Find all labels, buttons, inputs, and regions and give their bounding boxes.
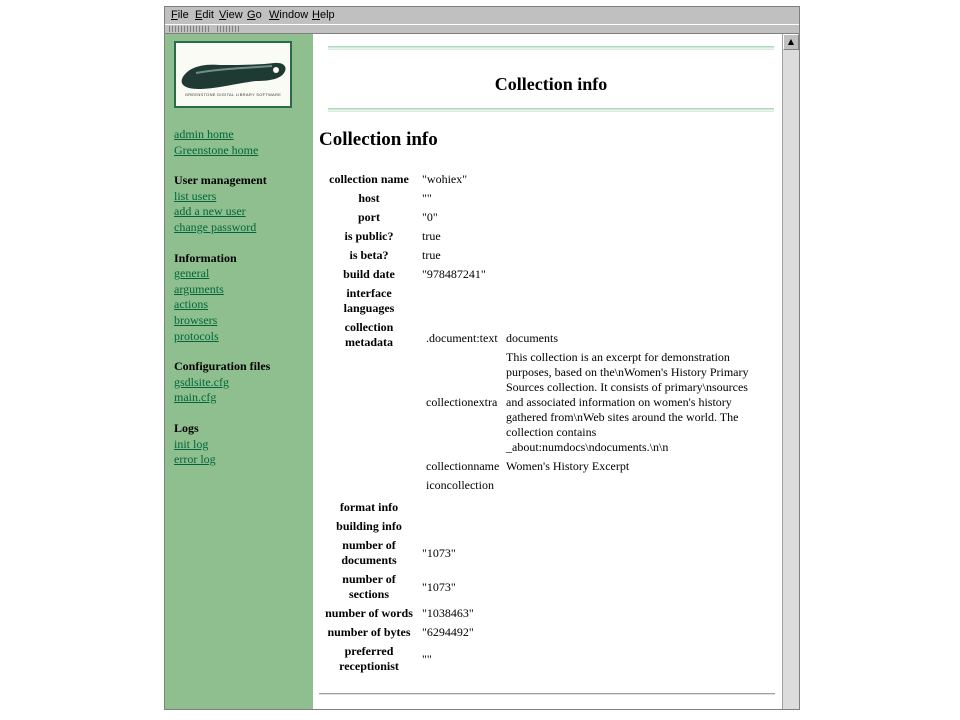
banner-rule-bottom: [328, 108, 774, 112]
label-port: port: [358, 210, 380, 224]
metadata-key: collectionextra: [426, 395, 498, 409]
page-banner: [328, 46, 774, 112]
value-number-of-words: "1038463": [422, 606, 474, 620]
value-host: "": [422, 191, 432, 205]
menu-bar: [165, 7, 799, 24]
section-logs: Logs: [174, 420, 199, 435]
label-collection-name: collection name: [329, 172, 409, 186]
metadata-key: iconcollection: [426, 478, 494, 492]
value-collection-metadata: [420, 319, 764, 497]
metadata-value: This collection is an excerpt for demonstration purposes, based on the\nWomen's History Primary Sources collection. It consists of primary\nsources and associated information on women's history gathered from\nWeb sites around the world. The collection contains _about:numdocs\ndocuments.\n\n: [506, 350, 749, 454]
label-format-info: format info: [339, 500, 399, 514]
link-browsers[interactable]: browsers: [174, 312, 218, 327]
table-row: [320, 571, 764, 603]
link-gsdlsite-cfg[interactable]: gsdlsite.cfg: [174, 374, 229, 389]
link-init-log[interactable]: init log: [174, 436, 209, 451]
value-number-of-documents: "1073": [422, 545, 456, 560]
label-number-of-words: number of words: [325, 606, 413, 620]
metadata-value: Women's History Excerpt: [506, 459, 630, 473]
metadata-key: collectionname: [426, 459, 500, 473]
label-host: host: [358, 191, 380, 205]
metadata-row: [424, 349, 760, 456]
value-is-public: true: [422, 229, 441, 243]
banner-title: Collection info: [494, 74, 608, 94]
label-is-beta: is beta?: [349, 248, 389, 262]
label-number-of-documents: number of documents: [341, 538, 397, 567]
link-admin-home[interactable]: admin home: [174, 127, 234, 141]
scroll-up-button[interactable]: [783, 34, 799, 50]
value-number-of-bytes: "6294492": [422, 625, 474, 639]
browser-window: [164, 6, 800, 710]
table-row: [320, 643, 764, 675]
table-row: [320, 518, 764, 535]
section-information: Information: [174, 250, 237, 265]
sidebar-nav: [174, 127, 270, 468]
label-number-of-sections: number of sections: [342, 572, 396, 601]
table-row: [320, 266, 764, 283]
metadata-row: [424, 458, 760, 475]
link-add-new-user[interactable]: add a new user: [174, 204, 246, 219]
table-row: [320, 605, 764, 622]
arrow-up-icon: ▲: [787, 37, 795, 46]
value-format-info: [420, 499, 764, 516]
label-collection-metadata: collection metadata: [344, 320, 394, 349]
value-is-beta: true: [422, 248, 441, 262]
metadata-value: [504, 477, 760, 494]
link-error-log[interactable]: error log: [174, 452, 216, 467]
vertical-scrollbar[interactable]: [782, 34, 799, 710]
metadata-table: [422, 328, 762, 496]
label-build-date: build date: [343, 267, 395, 281]
table-row: [320, 285, 764, 317]
collection-info-table: [318, 169, 766, 677]
value-interface-languages: [420, 285, 764, 317]
menu-window[interactable]: Window: [269, 9, 309, 21]
link-main-cfg[interactable]: main.cfg: [174, 390, 217, 405]
section-configuration-files: Configuration files: [174, 359, 271, 374]
table-row: [320, 537, 764, 569]
section-user-management: User management: [174, 173, 267, 188]
link-greenstone-home[interactable]: Greenstone home: [174, 142, 259, 157]
metadata-row: [424, 330, 760, 347]
link-general[interactable]: general: [174, 266, 210, 281]
menu-help[interactable]: Help: [312, 9, 335, 21]
value-port: "0": [422, 210, 438, 224]
link-change-password[interactable]: change password: [174, 219, 257, 234]
menu-edit[interactable]: Edit: [195, 9, 214, 21]
menu-file[interactable]: File: [171, 9, 189, 21]
menu-go[interactable]: Go: [247, 9, 262, 21]
metadata-row: [424, 477, 760, 494]
link-arguments[interactable]: arguments: [174, 281, 224, 296]
table-row: [320, 228, 764, 245]
bottom-divider: [319, 693, 775, 695]
main-panel: [313, 34, 782, 710]
label-preferred-receptionist: preferred receptionist: [339, 644, 399, 673]
metadata-key: .document:text: [426, 331, 498, 345]
value-preferred-receptionist: "": [422, 651, 432, 666]
greenstone-logo: [174, 41, 292, 108]
table-row: [320, 209, 764, 226]
table-row: [320, 171, 764, 188]
banner-rule-top: [328, 46, 774, 50]
page-title: Collection info: [319, 129, 438, 150]
table-row: [320, 190, 764, 207]
toolbar-strip: [165, 24, 799, 34]
label-building-info: building info: [336, 519, 402, 533]
link-protocols[interactable]: protocols: [174, 328, 219, 343]
logo-caption: GREENSTONE DIGITAL LIBRARY SOFTWARE: [184, 92, 282, 97]
link-list-users[interactable]: list users: [174, 188, 217, 203]
value-building-info: [420, 518, 764, 535]
page-content: [165, 34, 782, 710]
label-number-of-bytes: number of bytes: [327, 625, 411, 639]
value-build-date: "978487241": [422, 267, 486, 281]
menu-view[interactable]: View: [219, 9, 243, 21]
metadata-value: documents: [506, 331, 558, 345]
label-is-public: is public?: [344, 229, 394, 243]
link-actions[interactable]: actions: [174, 297, 208, 312]
value-collection-name: "wohiex": [422, 172, 468, 186]
label-interface-languages: interface languages: [343, 286, 395, 315]
table-row: [320, 499, 764, 516]
toolbar-grip-2[interactable]: [217, 26, 239, 32]
table-row: [320, 247, 764, 264]
table-row: [320, 624, 764, 641]
table-row: [320, 319, 764, 497]
toolbar-grip[interactable]: [169, 26, 211, 32]
value-number-of-sections: "1073": [422, 579, 456, 594]
sidebar: [165, 34, 313, 710]
